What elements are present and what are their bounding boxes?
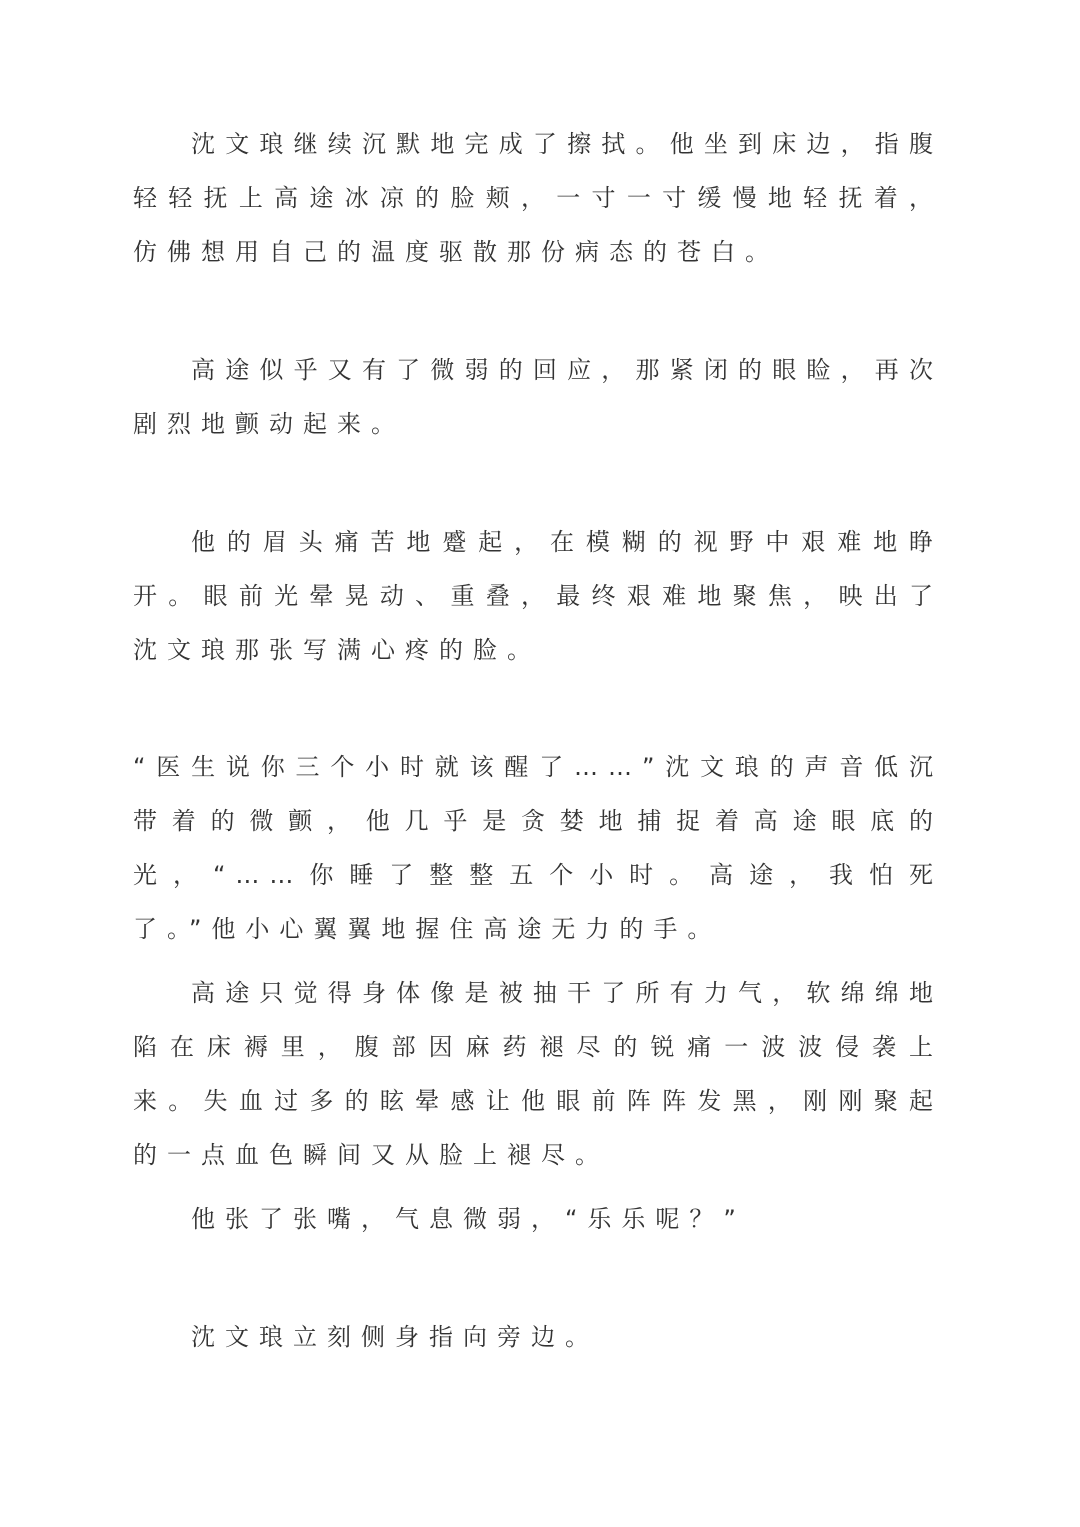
paragraph-6: 他张了张嘴，气息微弱，“乐乐呢？” bbox=[191, 1205, 746, 1233]
paragraph-7: 沈文琅立刻侧身指向旁边。 bbox=[191, 1323, 599, 1351]
paragraph-4: “医生说你三个小时就该醒了……”沈文琅的声音低沉带着的微颤，他几乎是贪婪地捕捉着高途眼底的光，“……你睡了整整五个小时。高途，我怕死了。”他小心翼翼地握住高途无力的手。 bbox=[133, 753, 943, 943]
paragraph-3: 他的眉头痛苦地蹙起，在模糊的视野中艰难地睁开。眼前光晕晃动、重叠，最终艰难地聚焦，映出了沈文琅那张写满心疼的脸。 bbox=[133, 528, 943, 664]
paragraph-2: 高途似乎又有了微弱的回应，那紧闭的眼睑，再次剧烈地颤动起来。 bbox=[133, 356, 943, 438]
paragraph-1: 沈文琅继续沉默地完成了擦拭。他坐到床边，指腹轻轻抚上高途冰凉的脸颊，一寸一寸缓慢地轻抚着，仿佛想用自己的温度驱散那份病态的苍白。 bbox=[133, 130, 943, 266]
paragraph-5: 高途只觉得身体像是被抽干了所有力气，软绵绵地陷在床褥里，腹部因麻药褪尽的锐痛一波波侵袭上来。失血过多的眩晕感让他眼前阵阵发黑，刚刚聚起的一点血色瞬间又从脸上褪尽。 bbox=[133, 979, 943, 1169]
